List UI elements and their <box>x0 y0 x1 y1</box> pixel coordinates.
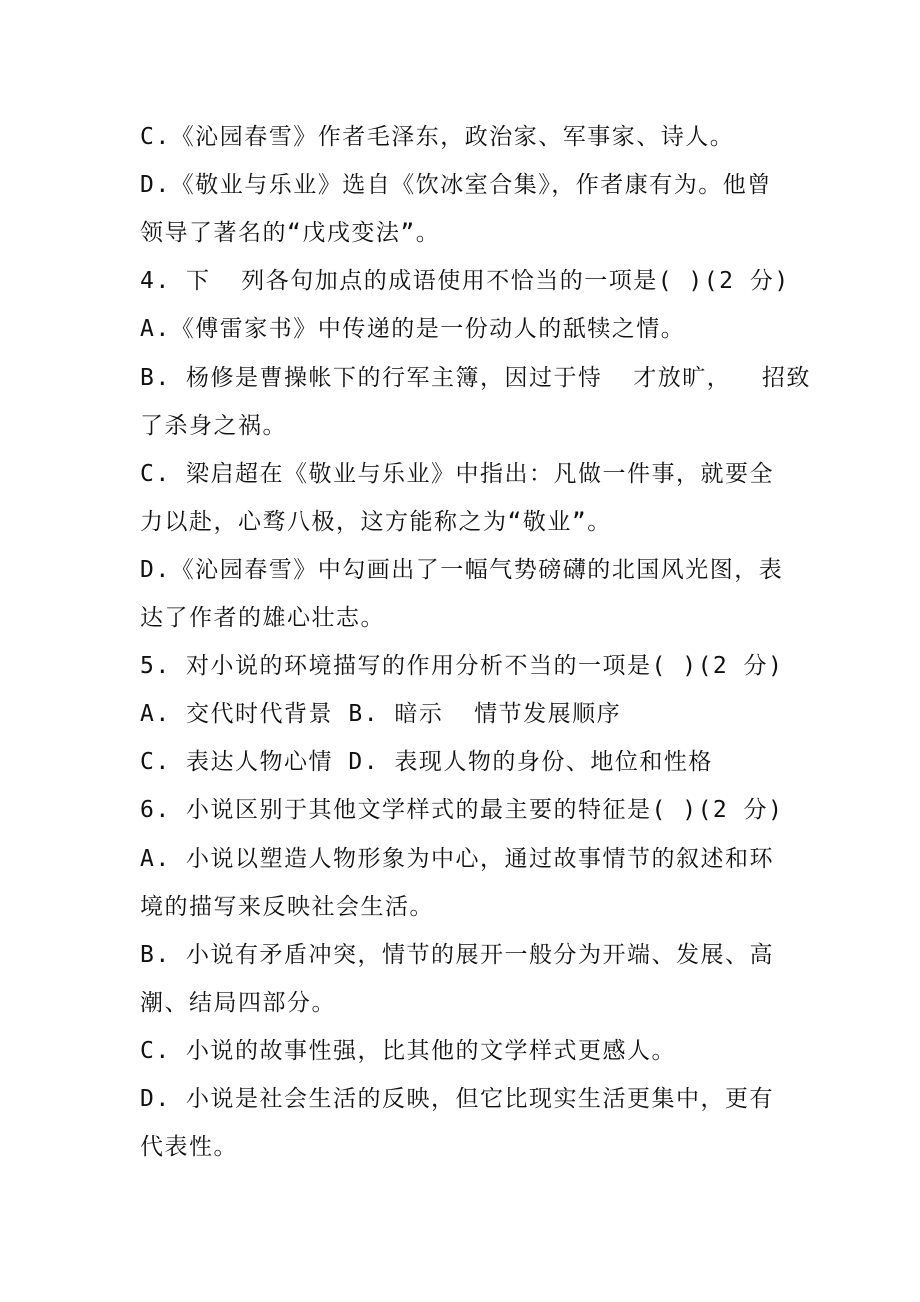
text-line: C. 梁启超在《敬业与乐业》中指出：凡做一件事，就要全 <box>140 460 775 487</box>
text-line: B. 小说有矛盾冲突，情节的展开一般分为开端、发展、高 <box>140 941 775 968</box>
text-line: 领导了著名的“戊戌变法”。 <box>140 220 441 247</box>
text-line: 力以赴，心骛八极，这方能称之为“敬业”。 <box>140 508 612 535</box>
text-line: A.《傅雷家书》中传递的是一份动人的舐犊之情。 <box>140 316 686 343</box>
text-line: D.《沁园春雪》中勾画出了一幅气势磅礴的北国风光图，表 <box>140 556 784 583</box>
text-line: B. 杨修是曹操帐下的行军主簿，因过于恃 才放旷， 招致 <box>140 364 811 391</box>
text-line: C.《沁园春雪》作者毛泽东，政治家、军事家、诗人。 <box>140 124 735 150</box>
text-line: 代表性。 <box>140 1134 238 1161</box>
text-line: D. 小说是社会生活的反映，但它比现实生活更集中，更有 <box>140 1086 775 1112</box>
text-line: 4. 下 列各句加点的成语使用不恰当的一项是( )(2 分) <box>140 268 790 295</box>
text-line: C. 表达人物心情 D. 表现人物的身份、地位和性格 <box>140 749 713 776</box>
text-line: 达了作者的雄心壮志。 <box>140 605 385 631</box>
text-line: D.《敬业与乐业》选自《饮冰室合集》，作者康有为。他曾 <box>140 172 772 199</box>
text-line: 潮、结局四部分。 <box>140 989 336 1016</box>
text-line: 了杀身之祸。 <box>140 412 287 439</box>
text-line: 5. 对小说的环境描写的作用分析不当的一项是( )(2 分) <box>140 653 784 680</box>
text-line: 境的描写来反映社会生活。 <box>140 893 434 920</box>
text-line: 6. 小说区别于其他文学样式的最主要的特征是( )(2 分) <box>140 797 784 824</box>
text-line: C. 小说的故事性强，比其他的文学样式更感人。 <box>140 1037 677 1064</box>
text-line: A. 小说以塑造人物形象为中心，通过故事情节的叙述和环 <box>140 845 775 872</box>
text-line: A. 交代时代背景 B. 暗示 情节发展顺序 <box>140 701 622 728</box>
